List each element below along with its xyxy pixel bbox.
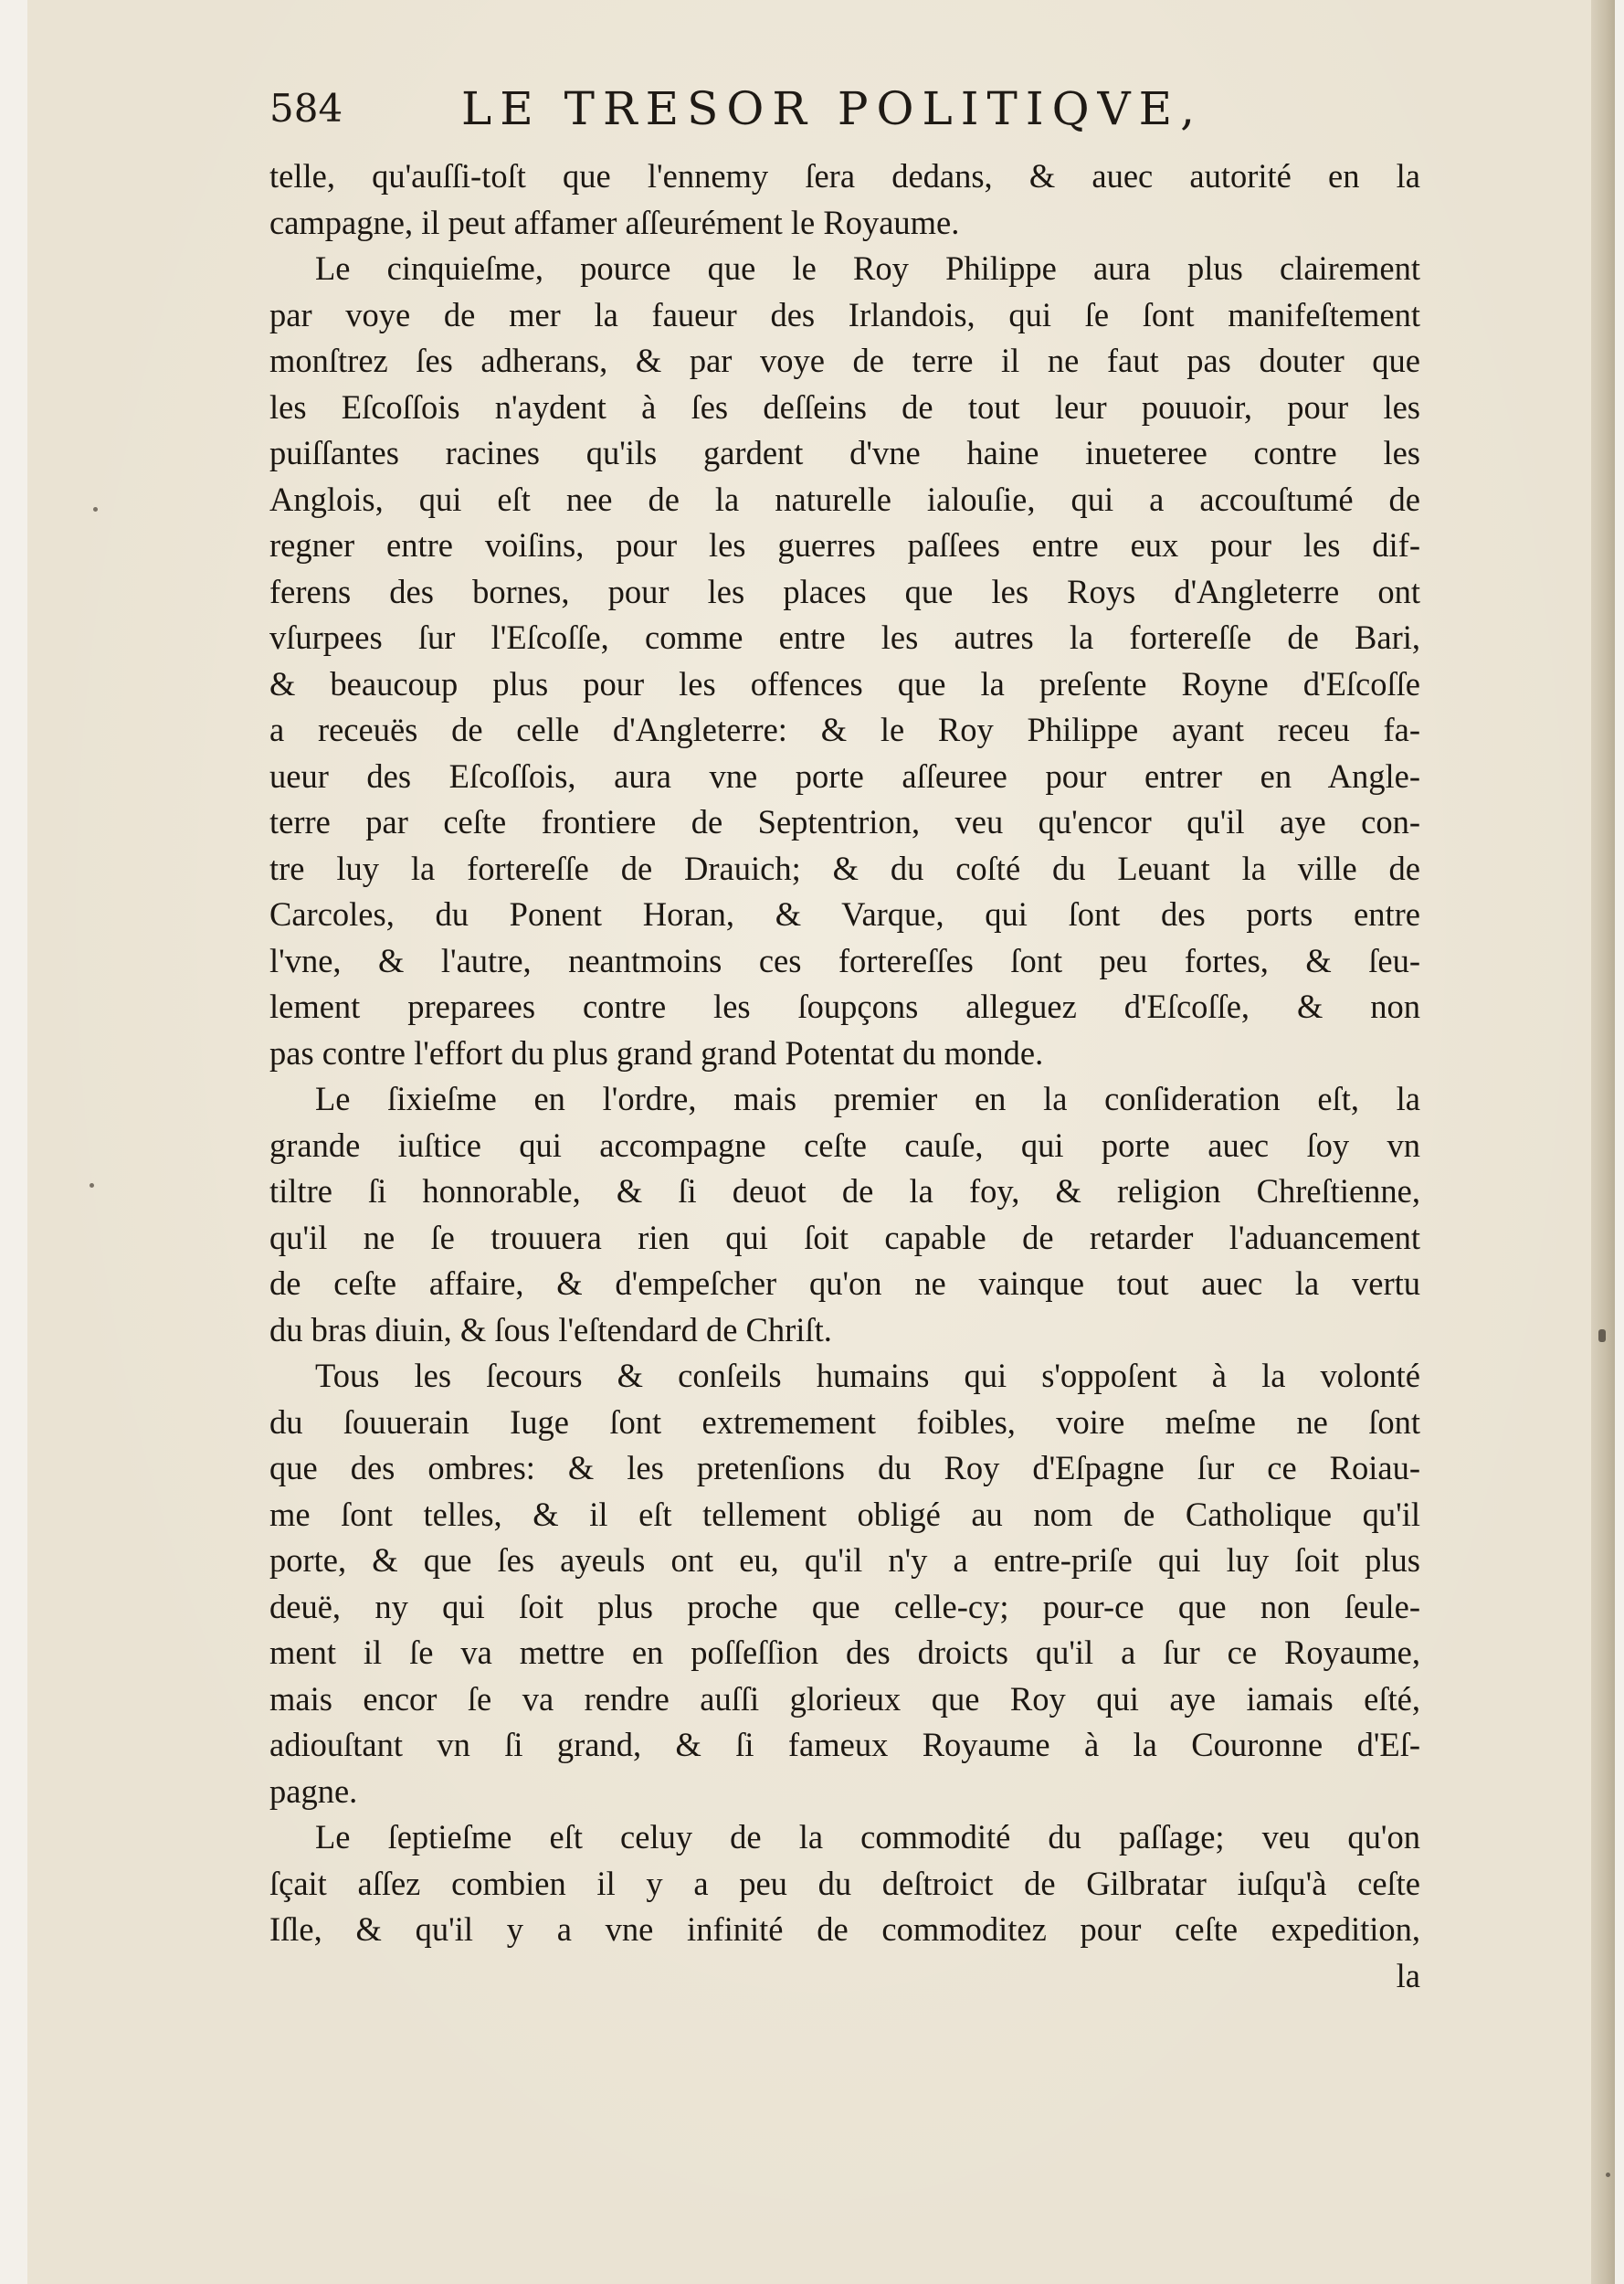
text-line: campagne, il peut affamer aſſeurément le Royaume. bbox=[269, 203, 960, 241]
text-line: puiſſantes racines qu'ils gardent d'vne haine inueteree contre les bbox=[269, 434, 1420, 471]
ink-speck bbox=[1598, 1329, 1606, 1342]
text-line: ferens des bornes, pour les places que les Roys d'Angleterre ont bbox=[269, 572, 1420, 610]
text-line: que des ombres: & les pretenſions du Roy d'Eſpagne ſur ce Roiau- bbox=[269, 1449, 1420, 1486]
text-line: lement preparees contre les ſoupçons alleguez d'Eſcoſſe, & non bbox=[269, 988, 1420, 1025]
text-line: par voye de mer la faueur des Irlandois, qui ſe ſont manifeſtement bbox=[269, 295, 1420, 333]
book-page bbox=[27, 0, 1615, 2284]
ink-speck bbox=[90, 1183, 94, 1188]
text-line: ueur des Eſcoſſois, aura vne porte aſſeuree pour entrer en Angle- bbox=[269, 756, 1420, 795]
ink-speck bbox=[1606, 2173, 1610, 2177]
text-line: qu'il ne ſe trouuera rien qui ſoit capable de retarder l'aduancement bbox=[269, 1218, 1420, 1256]
text-line: & beaucoup plus pour les offences que la preſente Royne d'Eſcoſſe bbox=[269, 664, 1420, 703]
text-line: ſçait aſſez combien il y a peu du deſtroict de Gilbratar iuſqu'à ceſte bbox=[269, 1864, 1420, 1902]
text-line: tiltre ſi honnorable, & ſi deuot de la foy, & religion Chreſtienne, bbox=[269, 1172, 1420, 1210]
text-line: terre par ceſte frontiere de Septentrion, veu qu'encor qu'il aye con- bbox=[269, 803, 1420, 841]
body-text bbox=[269, 153, 1420, 1999]
text-line: pas contre l'effort du plus grand grand Potentat du monde. bbox=[269, 1033, 1044, 1072]
text-line: monſtrez ſes adherans, & par voye de terre il ne faut pas douter que bbox=[269, 342, 1420, 379]
text-line: de ceſte affaire, & d'empeſcher qu'on ne vainque tout auec la vertu bbox=[269, 1264, 1420, 1302]
text-line: Le cinquieſme, pource que le Roy Philippe aura plus clairement bbox=[315, 249, 1420, 287]
text-line: Le ſixieſme en l'ordre, mais premier en la conſideration eſt, la bbox=[315, 1080, 1420, 1117]
text-line: Tous les ſecours & conſeils humains qui s'oppoſent à la volonté bbox=[315, 1357, 1420, 1394]
text-line: porte, & que ſes ayeuls ont eu, qu'il n'y a entre-priſe qui luy ſoit plus bbox=[269, 1541, 1420, 1579]
text-line: mais encor ſe va rendre auſſi glorieux que Roy qui aye iamais eſté, bbox=[269, 1679, 1420, 1718]
text-line: vſurpees ſur l'Eſcoſſe, comme entre les autres la fortereſſe de Bari, bbox=[269, 619, 1420, 656]
page-number: 584 bbox=[269, 86, 343, 131]
running-head bbox=[269, 82, 1420, 146]
catchword: la bbox=[1396, 1956, 1420, 1994]
running-title: LE TRESOR POLITIQVE, bbox=[461, 82, 1204, 135]
ink-speck bbox=[93, 507, 98, 512]
text-line: les Eſcoſſois n'aydent à ſes deſſeins de tout leur pouuoir, pour les bbox=[269, 387, 1420, 426]
text-line: me ſont telles, & il eſt tellement obligé au nom de Catholique qu'il bbox=[269, 1495, 1420, 1533]
text-line: tre luy la fortereſſe de Drauich; & du coſté du Leuant la ville de bbox=[269, 849, 1420, 887]
text-line: Carcoles, du Ponent Horan, & Varque, qui ſont des ports entre bbox=[269, 895, 1420, 933]
text-line: Anglois, qui eſt nee de la naturelle ialouſie, qui a accouſtumé de bbox=[269, 480, 1420, 518]
text-line: du ſouuerain Iuge ſont extremement foibles, voire meſme ne ſont bbox=[269, 1402, 1420, 1441]
text-line: pagne. bbox=[269, 1771, 358, 1810]
text-line: deuë, ny qui ſoit plus proche que celle-cy; pour-ce que non ſeule- bbox=[269, 1587, 1420, 1625]
text-line: grande iuſtice qui accompagne ceſte cauſe, qui porte auec ſoy vn bbox=[269, 1126, 1420, 1164]
text-line: regner entre voiſins, pour les guerres paſſees entre eux pour les dif- bbox=[269, 526, 1420, 564]
text-line: adiouſtant vn ſi grand, & ſi fameux Royaume à la Couronne d'Eſ- bbox=[269, 1726, 1420, 1763]
text-line: telle, qu'auſſi-toſt que l'ennemy ſera dedans, & auec autorité en la bbox=[269, 157, 1420, 195]
text-line: a receuës de celle d'Angleterre: & le Roy Philippe ayant receu fa- bbox=[269, 711, 1420, 748]
text-line: du bras diuin, & ſous l'eſtendard de Chriſt. bbox=[269, 1310, 832, 1348]
text-line: ment il ſe va mettre en poſſeſſion des droicts qu'il a ſur ce Royaume, bbox=[269, 1634, 1420, 1671]
text-line: Le ſeptieſme eſt celuy de la commodité du paſſage; veu qu'on bbox=[315, 1818, 1420, 1856]
text-line: l'vne, & l'autre, neantmoins ces fortereſſes ſont peu fortes, & ſeu- bbox=[269, 941, 1420, 979]
page-gutter-shadow bbox=[1591, 0, 1615, 2284]
text-line: Iſle, & qu'il y a vne infinité de commoditez pour ceſte expedition, bbox=[269, 1910, 1420, 1948]
